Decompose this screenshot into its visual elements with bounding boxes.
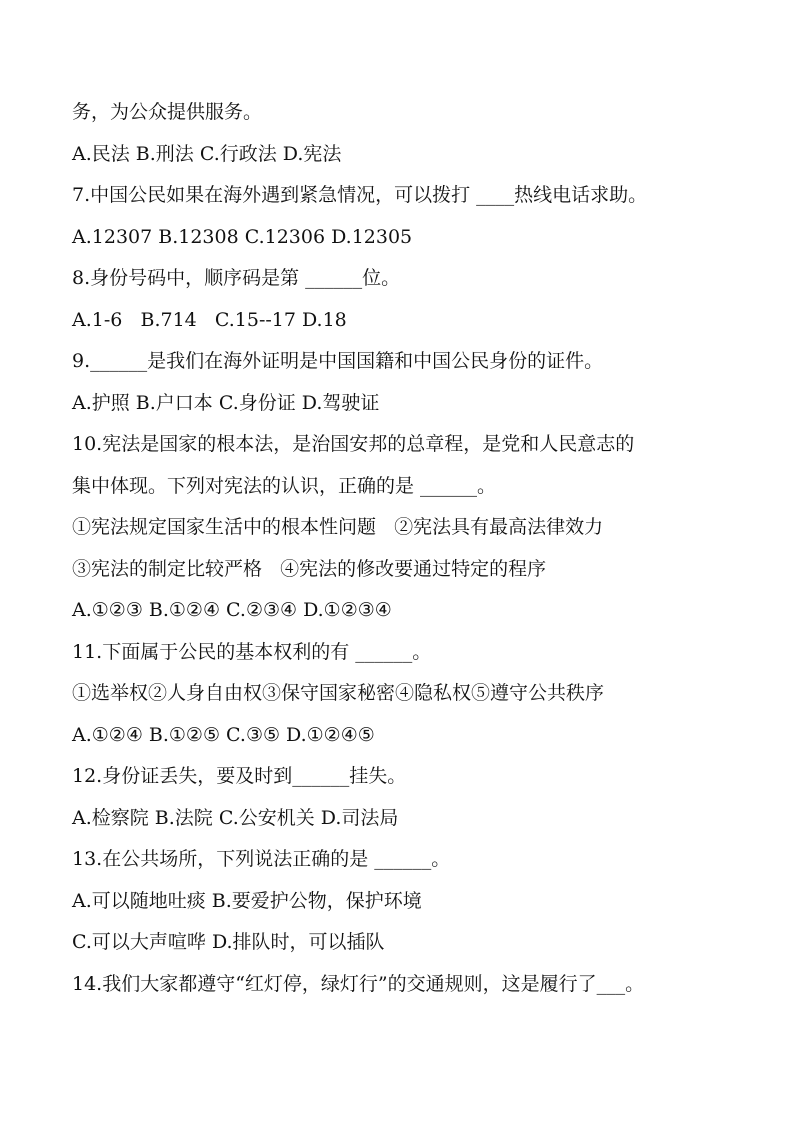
question-11-statements: ①选举权②人身自由权③保守国家秘密④隐私权⑤遵守公共秩序 bbox=[72, 682, 605, 704]
question-9: 9.______是我们在海外证明是中国国籍和中国公民身份的证件。 bbox=[72, 350, 604, 372]
answer-options-q7: A.12307 B.12308 C.12306 D.12305 bbox=[72, 225, 413, 248]
answer-options-q11: A.①②④ B.①②⑤ C.③⑤ D.①②④⑤ bbox=[72, 723, 375, 746]
answer-options-q6: A.民法 B.刑法 C.行政法 D.宪法 bbox=[72, 142, 342, 165]
answer-options-q13-line-1: A.可以随地吐痰 B.要爱护公物，保护环境 bbox=[72, 889, 422, 912]
question-10-statements-2: ③宪法的制定比较严格 ④宪法的修改要通过特定的程序 bbox=[72, 557, 547, 580]
question-10-statements-1: ①宪法规定国家生活中的根本性问题 ②宪法具有最高法律效力 bbox=[72, 516, 604, 538]
question-12: 12.身份证丢失，要及时到______挂失。 bbox=[72, 765, 407, 787]
question-13: 13.在公共场所，下列说法正确的是 ______。 bbox=[72, 848, 451, 870]
question-8: 8.身份号码中，顺序码是第 ______位。 bbox=[72, 267, 401, 289]
answer-options-q9: A.护照 B.户口本 C.身份证 D.驾驶证 bbox=[72, 391, 380, 414]
text-line-continuation: 务，为公众提供服务。 bbox=[72, 101, 263, 123]
answer-options-q13-line-2: C.可以大声喧哗 D.排队时，可以插队 bbox=[72, 931, 385, 953]
question-10-line-2: 集中体现。下列对宪法的认识，正确的是 ______。 bbox=[72, 474, 497, 497]
question-14: 14.我们大家都遵守“红灯停，绿灯行”的交通规则，这是履行了___。 bbox=[72, 972, 645, 995]
document-page bbox=[72, 92, 752, 1005]
question-7: 7.中国公民如果在海外遇到紧急情况，可以拨打 ____热线电话求助。 bbox=[72, 184, 648, 206]
answer-options-q12: A.检察院 B.法院 C.公安机关 D.司法局 bbox=[72, 806, 399, 829]
question-10-line-1: 10.宪法是国家的根本法，是治国安邦的总章程，是党和人民意志的 bbox=[72, 433, 635, 455]
answer-options-q10: A.①②③ B.①②④ C.②③④ D.①②③④ bbox=[72, 599, 392, 621]
question-11: 11.下面属于公民的基本权利的有 ______。 bbox=[72, 640, 432, 663]
answer-options-q8: A.1-6 B.714 C.15--17 D.18 bbox=[72, 308, 347, 331]
